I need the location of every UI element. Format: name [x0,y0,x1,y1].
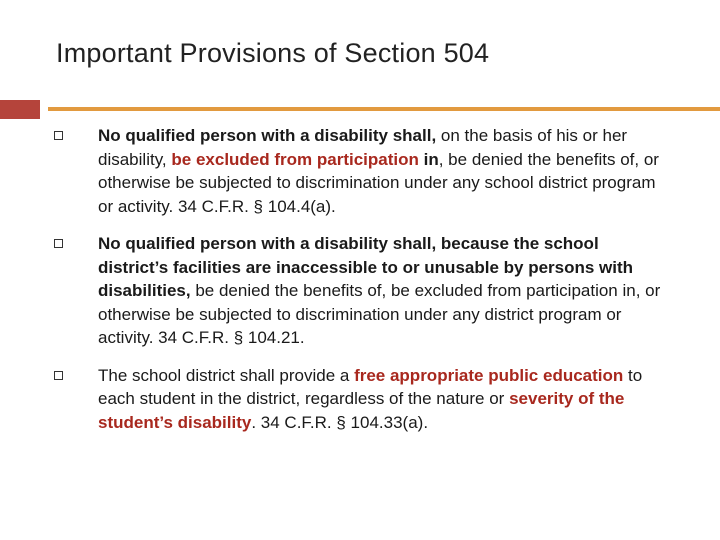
provision-text [98,234,660,347]
text-segment: , be denied the benefits of, or otherwise be subjected to discrimination under any school district program or activity. 34 C.F.R. § 104.4(a). [98,149,659,216]
text-segment-highlight: be excluded from participation [171,149,419,169]
text-segment: to each student in the district, regardless of the nature or [98,365,643,408]
square-bullet-icon [54,239,63,248]
text-segment-highlight: free appropriate public education [354,365,624,385]
text-segment: on the basis of his or her disability, [98,126,628,169]
slide-title: Important Provisions of Section 504 [56,38,490,68]
provision-text [98,366,642,432]
text-segment: The school district shall provide a [98,365,355,385]
text-segment: No qualified person with a disability shall, because the school district’s facilities are inaccessible to or unusable by persons with disabilities, [98,234,634,300]
text-segment: be denied the benefits of, be excluded from participation in, or otherwise be subjected to discrimination under any district program or activity. 34 C.F.R. § 104.21. [98,281,661,347]
title-accent-bar [0,100,40,119]
text-segment-highlight: severity [509,389,574,408]
provision-item-2 [50,232,670,350]
provision-text [98,126,659,216]
square-bullet-icon [54,131,63,140]
text-segment-highlight: of the student’s disability [98,389,625,432]
text-segment: . 34 C.F.R. § 104.33(a). [251,412,429,432]
provision-item-1 [50,124,670,218]
provision-item-3 [50,364,670,435]
square-bullet-icon [54,371,63,380]
provisions-list [50,124,670,448]
text-segment: in [418,149,439,169]
title-divider-line [48,107,720,111]
text-segment: No qualified person with a disability shall, [98,126,437,145]
